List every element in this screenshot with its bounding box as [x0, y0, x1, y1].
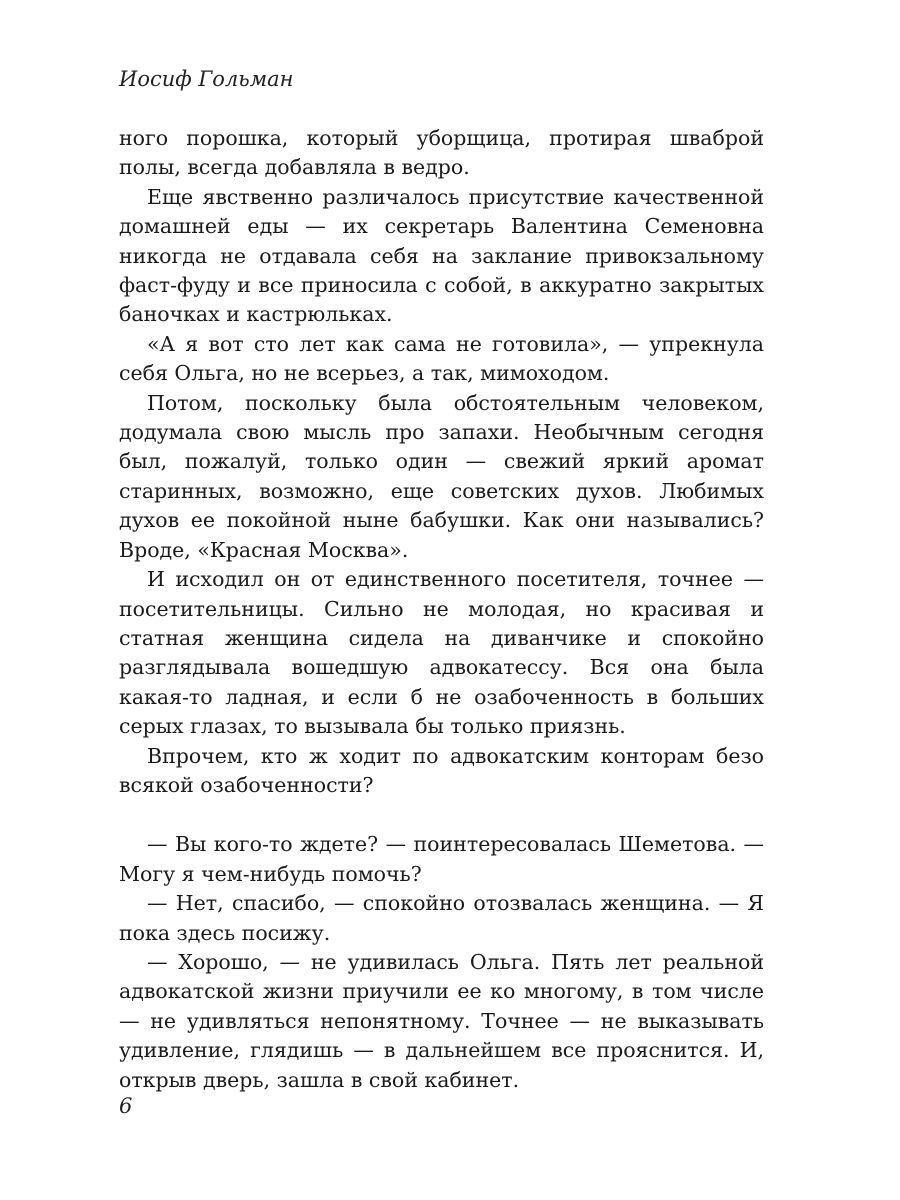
- paragraph-1: ного порошка, который уборщица, протирая шваброй полы, всегда добавляла в ведро.: [119, 126, 764, 180]
- paragraph-4: Потом, поскольку была обстоятельным человеком, додумала свою мысль про запахи. Необычным сегодня был, пожалуй, только один — свежий яркий аромат старинных, возможно, еще советских духов. Любимых духов ее покойной ныне бабушки. Как они назывались? Вроде, «Красная Москва».: [119, 390, 764, 562]
- paragraph-5: И исходил он от единственного посетителя, точнее — посетительницы. Сильно не молодая, но красивая и статная женщина сидела на диванчике и спокойно разглядывала вошедшую адвокатессу. Вся она была какая-то ладная, и если б не озабоченность в больших серых глазах, то вызывала бы только приязнь.: [119, 567, 764, 739]
- running-head-author: Иосиф Гольман: [119, 67, 294, 91]
- dialogue-3: — Хорошо, — не удивилась Ольга. Пять лет реальной адвокатской жизни приучили ее ко многому, в том числе — не удивляться непонятному. Точнее — не выказывать удивление, глядишь — в дальнейшем все прояснится. И, открыв дверь, зашла в свой кабинет.: [119, 949, 764, 1092]
- dialogue-2: — Нет, спасибо, — спокойно отозвалась женщина. — Я пока здесь посижу.: [119, 891, 764, 945]
- body-text: [119, 124, 764, 1095]
- dialogue-1: — Вы кого-то ждете? — поинтересовалась Шеметова. — Могу я чем-нибудь помочь?: [119, 832, 764, 886]
- paragraph-6: Впрочем, кто ж ходит по адвокатским конторам безо всякой озабоченности?: [119, 743, 764, 797]
- page-number: 6: [119, 1094, 133, 1118]
- paragraph-2: Еще явственно различалось присутствие качественной домашней еды — их секретарь Валентина Семеновна никогда не отдавала себя на заклание привокзальному фаст-фуду и все приносила с собой, в аккуратно закрытых баночках и кастрюльках.: [119, 184, 764, 327]
- paragraph-3: «А я вот сто лет как сама не готовила», — упрекнула себя Ольга, но не всерьез, а так, мимоходом.: [119, 331, 764, 386]
